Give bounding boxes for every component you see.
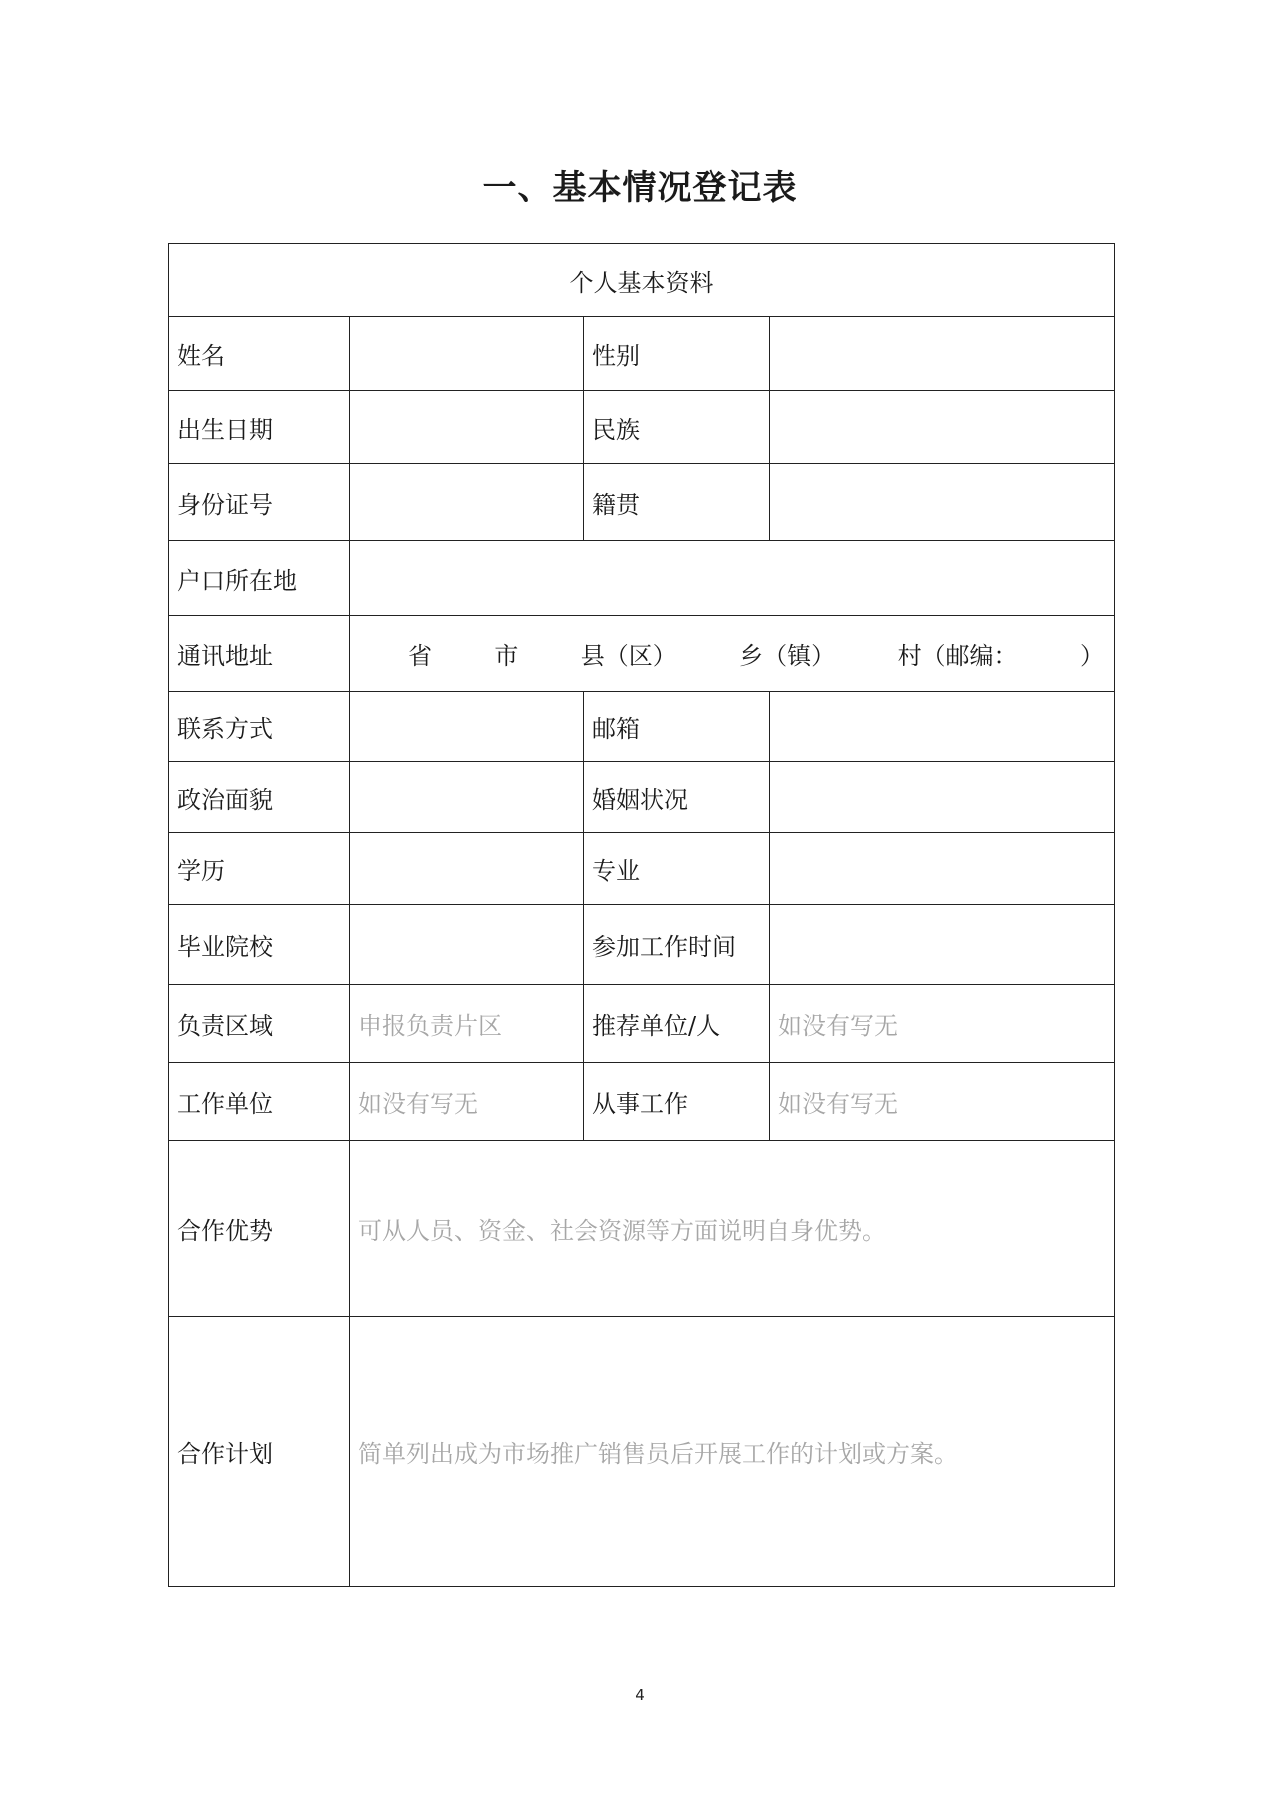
page-number: 4 <box>635 1686 645 1704</box>
referrer-field[interactable]: 如没有写无 <box>770 985 1115 1063</box>
education-field[interactable] <box>350 833 584 905</box>
work-start-field[interactable] <box>770 905 1115 985</box>
occupation-field[interactable]: 如没有写无 <box>770 1063 1115 1141</box>
email-field[interactable] <box>770 692 1115 762</box>
ethnicity-label: 民族 <box>584 391 770 464</box>
region-field[interactable]: 申报负责片区 <box>350 985 584 1063</box>
id-number-label: 身份证号 <box>169 464 350 541</box>
table-row <box>169 317 1115 391</box>
id-number-field[interactable] <box>350 464 584 541</box>
table-row <box>169 1317 1115 1587</box>
marital-status-field[interactable] <box>770 762 1115 833</box>
plan-field[interactable]: 简单列出成为市场推广销售员后开展工作的计划或方案。 <box>350 1317 1115 1587</box>
section-header-row <box>169 244 1115 317</box>
registration-table <box>168 243 1115 1587</box>
table-row <box>169 692 1115 762</box>
ethnicity-field[interactable] <box>770 391 1115 464</box>
region-label: 负责区域 <box>169 985 350 1063</box>
work-start-label: 参加工作时间 <box>584 905 770 985</box>
table-row <box>169 464 1115 541</box>
address-field[interactable] <box>350 616 1115 692</box>
table-row <box>169 391 1115 464</box>
native-place-field[interactable] <box>770 464 1115 541</box>
address-village-postcode: 村（邮编： <box>897 642 1018 670</box>
political-status-field[interactable] <box>350 762 584 833</box>
major-label: 专业 <box>584 833 770 905</box>
employer-field[interactable]: 如没有写无 <box>350 1063 584 1141</box>
school-label: 毕业院校 <box>169 905 350 985</box>
employer-label: 工作单位 <box>169 1063 350 1141</box>
school-field[interactable] <box>350 905 584 985</box>
native-place-label: 籍贯 <box>584 464 770 541</box>
address-label: 通讯地址 <box>169 616 350 692</box>
section-header: 个人基本资料 <box>169 244 1115 317</box>
advantage-field[interactable]: 可从人员、资金、社会资源等方面说明自身优势。 <box>350 1141 1115 1317</box>
contact-field[interactable] <box>350 692 584 762</box>
marital-status-label: 婚姻状况 <box>584 762 770 833</box>
table-row <box>169 541 1115 616</box>
birth-date-field[interactable] <box>350 391 584 464</box>
name-field[interactable] <box>350 317 584 391</box>
page-title: 一、基本情况登记表 <box>482 168 798 208</box>
address-county: 县（区） <box>580 642 677 670</box>
contact-label: 联系方式 <box>169 692 350 762</box>
table-row <box>169 1141 1115 1317</box>
address-template <box>358 636 1114 671</box>
household-field[interactable] <box>350 541 1115 616</box>
table-row <box>169 905 1115 985</box>
address-city: 市 <box>494 642 519 670</box>
address-province: 省 <box>408 642 432 670</box>
occupation-label: 从事工作 <box>584 1063 770 1141</box>
major-field[interactable] <box>770 833 1115 905</box>
email-label: 邮箱 <box>584 692 770 762</box>
table-row <box>169 1063 1115 1141</box>
address-close-paren: ） <box>1079 642 1104 670</box>
education-label: 学历 <box>169 833 350 905</box>
gender-label: 性别 <box>584 317 770 391</box>
political-status-label: 政治面貌 <box>169 762 350 833</box>
table-row <box>169 616 1115 692</box>
birth-date-label: 出生日期 <box>169 391 350 464</box>
table-row <box>169 833 1115 905</box>
plan-label: 合作计划 <box>169 1317 350 1587</box>
advantage-label: 合作优势 <box>169 1141 350 1317</box>
table-row <box>169 762 1115 833</box>
name-label: 姓名 <box>169 317 350 391</box>
household-label: 户口所在地 <box>169 541 350 616</box>
address-town: 乡（镇） <box>739 642 836 670</box>
referrer-label: 推荐单位/人 <box>584 985 770 1063</box>
gender-field[interactable] <box>770 317 1115 391</box>
table-row <box>169 985 1115 1063</box>
